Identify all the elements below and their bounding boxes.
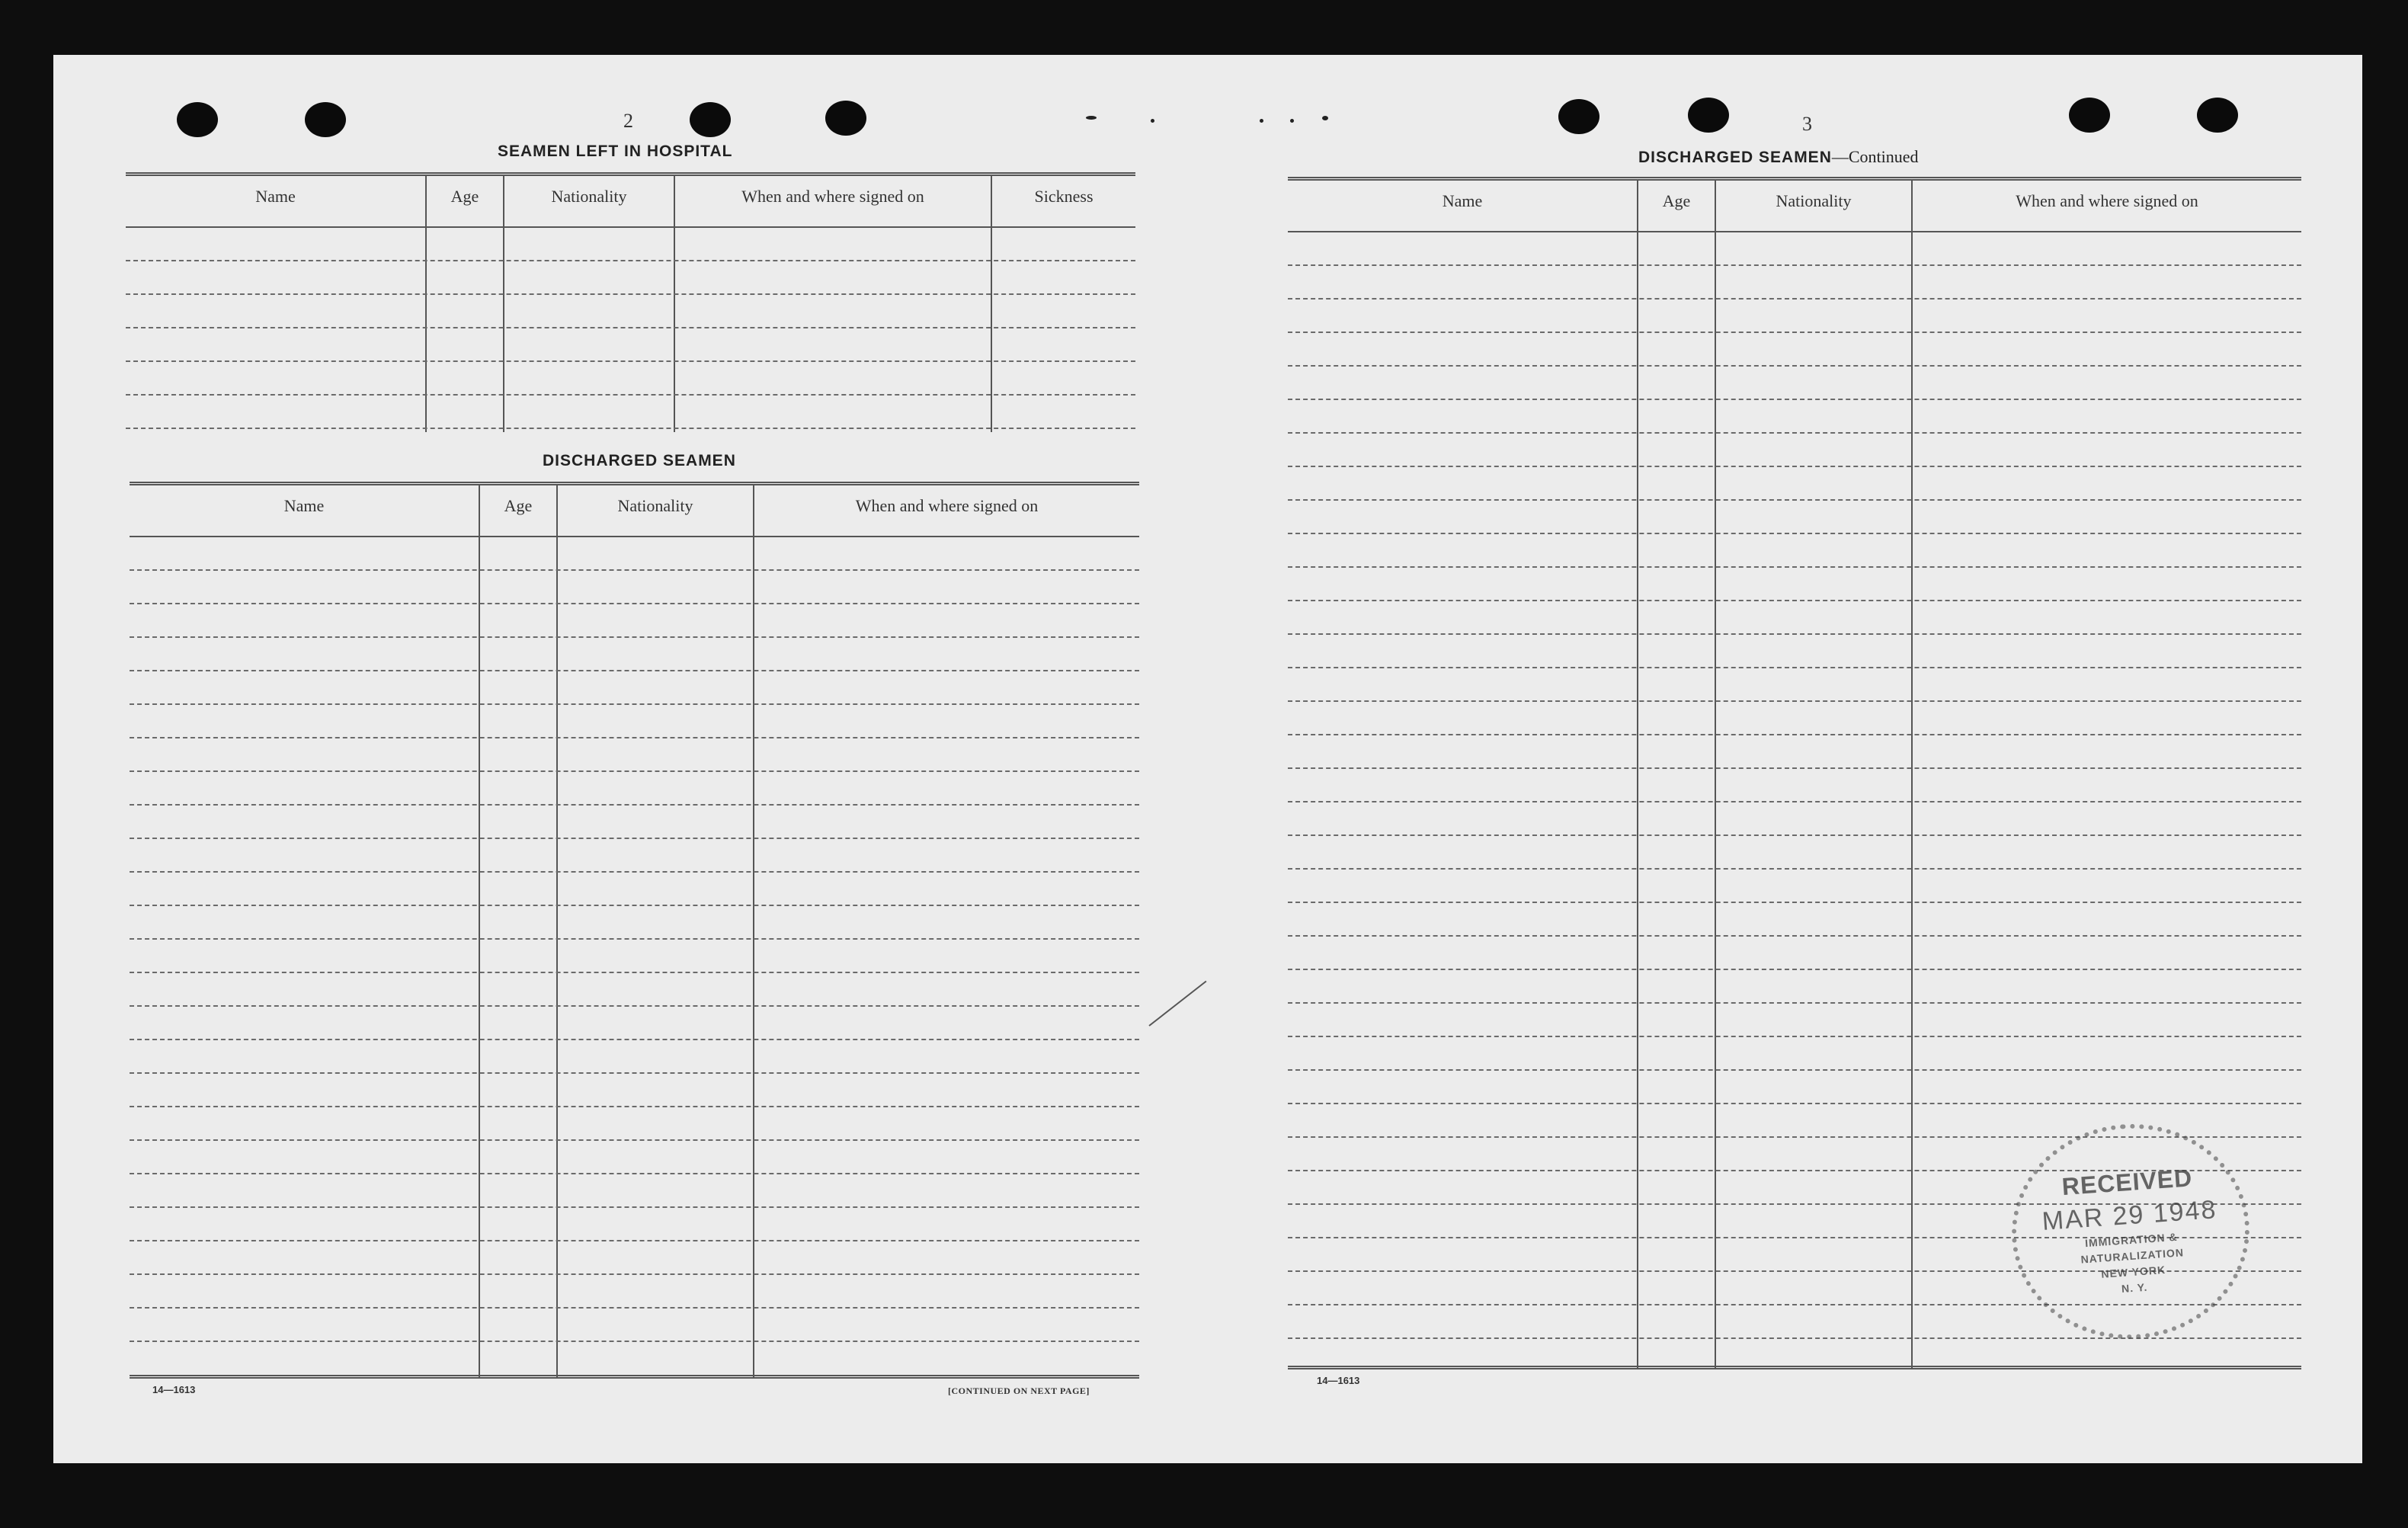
ruled-line xyxy=(130,1273,1139,1275)
col-header-signed-on: When and where signed on xyxy=(2016,191,2198,210)
binder-hole xyxy=(177,102,218,137)
ruled-line xyxy=(130,569,1139,571)
page-number-left: 2 xyxy=(623,110,633,132)
speck xyxy=(1151,119,1154,123)
ruled-line xyxy=(1288,533,2301,534)
ruled-line xyxy=(1288,1069,2301,1071)
ruled-line xyxy=(1288,399,2301,400)
stamp-agency-line: IMMIGRATION & xyxy=(2084,1230,2178,1250)
binder-hole xyxy=(2197,98,2238,133)
ruled-line xyxy=(130,972,1139,973)
stamp-agency-line: NATURALIZATION xyxy=(2080,1246,2185,1266)
col-header-signed-on: When and where signed on xyxy=(741,187,924,206)
col-header-age: Age xyxy=(1662,191,1691,210)
discharged-table-right-header xyxy=(1288,181,2301,232)
ruled-line xyxy=(1288,332,2301,333)
ruled-line xyxy=(1288,298,2301,300)
ruled-line xyxy=(130,1240,1139,1241)
discharged-continued-title xyxy=(1638,147,1919,167)
ruled-line xyxy=(126,360,1135,362)
ruled-line xyxy=(130,804,1139,806)
ruled-line xyxy=(1288,1103,2301,1104)
discharged-table-left xyxy=(130,482,1139,1379)
ruled-line xyxy=(130,1072,1139,1074)
ruled-line xyxy=(1288,633,2301,635)
col-header-name: Name xyxy=(255,187,296,206)
binder-hole xyxy=(825,101,866,136)
speck xyxy=(1290,119,1294,123)
col-header-age: Age xyxy=(504,496,533,515)
hospital-table-rows xyxy=(126,226,1135,432)
col-header-nationality: Nationality xyxy=(1776,191,1852,210)
binder-hole xyxy=(1558,99,1599,134)
stamp-agency-line: N. Y. xyxy=(2121,1280,2148,1295)
ruled-line xyxy=(130,1106,1139,1107)
ruled-line xyxy=(130,636,1139,638)
ruled-line xyxy=(126,293,1135,295)
ruled-line xyxy=(130,603,1139,604)
ruled-line xyxy=(1288,1036,2301,1037)
stamp-date: MAR 29 1948 xyxy=(2041,1195,2218,1237)
ruled-line xyxy=(130,905,1139,906)
ruled-line xyxy=(126,428,1135,429)
speck xyxy=(1322,116,1328,120)
ruled-line xyxy=(130,1139,1139,1141)
table-bottom-rule xyxy=(130,1375,1139,1379)
ruled-line xyxy=(130,1039,1139,1040)
stamp-received-text: RECEIVED xyxy=(2061,1164,2194,1201)
continued-suffix: —Continued xyxy=(1831,147,1919,166)
ruled-line xyxy=(130,871,1139,873)
ruled-line xyxy=(1288,600,2301,601)
ruled-line xyxy=(130,938,1139,940)
ruled-line xyxy=(126,260,1135,261)
ruled-line xyxy=(1288,499,2301,501)
col-header-name: Name xyxy=(1442,191,1483,210)
hospital-table xyxy=(126,172,1135,432)
ruled-line xyxy=(1288,935,2301,937)
ruled-line xyxy=(1288,969,2301,970)
hospital-table-header xyxy=(126,176,1135,228)
stamp-agency-line: NEW YORK xyxy=(2100,1263,2166,1280)
ruled-line xyxy=(1288,767,2301,769)
ruled-line xyxy=(1288,902,2301,903)
page-number-right: 3 xyxy=(1802,113,1812,135)
speck xyxy=(1260,119,1263,123)
col-header-age: Age xyxy=(450,187,479,206)
ruled-line xyxy=(130,737,1139,738)
ruled-line xyxy=(130,1173,1139,1174)
col-header-nationality: Nationality xyxy=(617,496,693,515)
ruled-line xyxy=(130,1005,1139,1007)
ruled-line xyxy=(126,327,1135,328)
binder-hole xyxy=(305,102,346,137)
ruled-line xyxy=(130,670,1139,671)
discharged-continued-title-text: DISCHARGED SEAMEN xyxy=(1638,149,1832,166)
ruled-line xyxy=(1288,264,2301,266)
discharged-section-title: DISCHARGED SEAMEN xyxy=(543,452,736,469)
ruled-line xyxy=(1288,1337,2301,1339)
ruled-line xyxy=(1288,667,2301,668)
ruled-line xyxy=(1288,432,2301,434)
binder-hole xyxy=(690,102,731,137)
ruled-line xyxy=(1288,801,2301,802)
speck xyxy=(1086,116,1097,120)
ruled-line xyxy=(1288,700,2301,702)
col-header-signed-on: When and where signed on xyxy=(855,496,1039,515)
ruled-line xyxy=(1288,734,2301,735)
ruled-line xyxy=(1288,868,2301,870)
discharged-table-left-rows xyxy=(130,536,1139,1379)
ruled-line xyxy=(130,770,1139,772)
ruled-line xyxy=(130,1307,1139,1309)
table-bottom-rule xyxy=(1288,1366,2301,1369)
ruled-line xyxy=(1288,1002,2301,1004)
ruled-line xyxy=(1288,566,2301,568)
form-number-right: 14—1613 xyxy=(1317,1375,1360,1386)
discharged-table-left-header xyxy=(130,485,1139,537)
ruled-line xyxy=(1288,834,2301,836)
continued-note: [CONTINUED ON NEXT PAGE] xyxy=(948,1385,1090,1396)
col-header-name: Name xyxy=(283,496,325,515)
ruled-line xyxy=(130,1206,1139,1208)
hospital-section-title: SEAMEN LEFT IN HOSPITAL xyxy=(498,143,733,160)
binder-hole xyxy=(2069,98,2110,133)
form-number-left: 14—1613 xyxy=(152,1384,196,1395)
ruled-line xyxy=(130,703,1139,705)
ruled-line xyxy=(1288,466,2301,467)
ruled-line xyxy=(130,838,1139,839)
ruled-line xyxy=(130,1341,1139,1342)
binder-hole xyxy=(1688,98,1729,133)
col-header-nationality: Nationality xyxy=(551,187,627,206)
ruled-line xyxy=(1288,365,2301,367)
ruled-line xyxy=(126,394,1135,396)
col-header-sickness: Sickness xyxy=(1034,187,1094,206)
